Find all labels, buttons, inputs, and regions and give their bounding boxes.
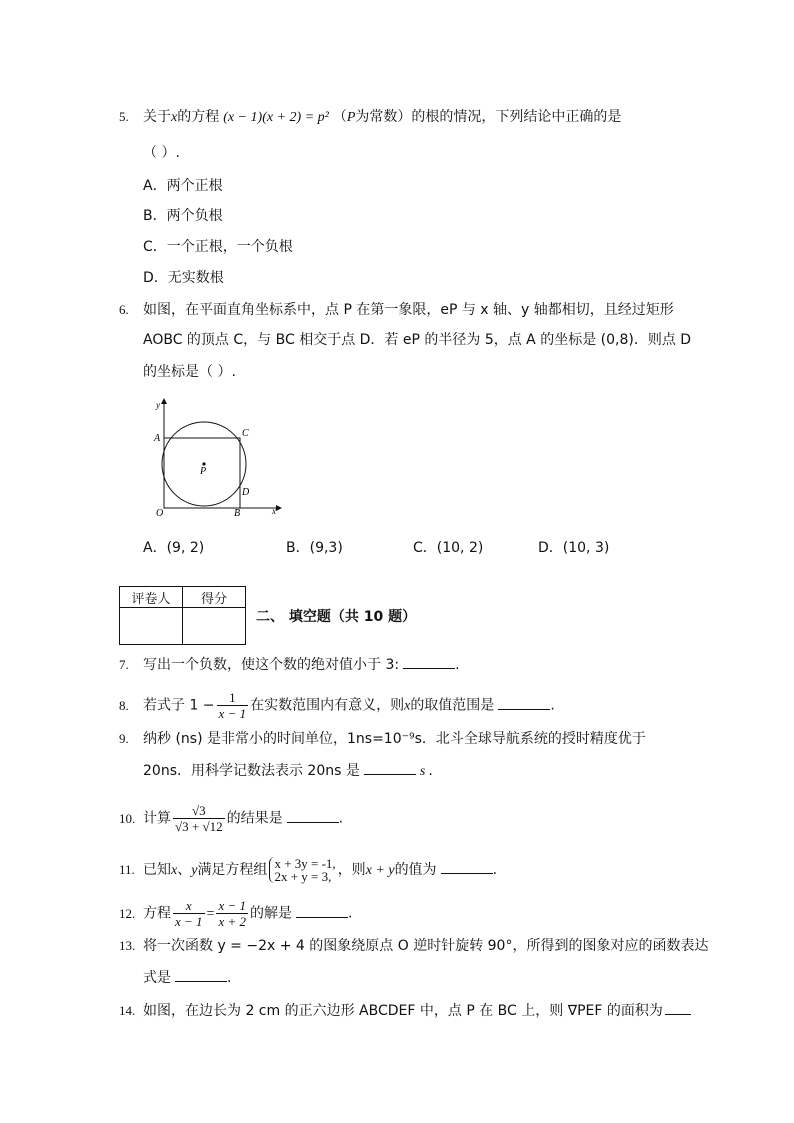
q11-equation-2: 2x + y = 3, [274,869,332,884]
q9-line1 [119,729,646,749]
q11-end: . [492,862,498,878]
q9-line2 [143,760,433,782]
q5-var-p: P [346,110,356,125]
q13-answer-blank[interactable] [175,967,227,982]
q9-answer-blank[interactable] [364,760,416,775]
q9-text-2: 20ns．用科学记数法表示 20ns 是 [143,763,360,779]
reviewer-header: 评卷人 [120,587,183,608]
q14-text: 如图，在边长为 2 cm 的正六边形 ABCDEF 中，点 P 在 BC 上，则 ∇PEF 的面积为 [143,1003,663,1019]
q8-fraction [217,690,249,721]
q5-var-x: x [171,110,178,125]
label-d: D [242,487,250,498]
q13-line1 [119,936,708,956]
q10-end: . [338,810,344,827]
q5-option-a: A．两个正根 [143,178,223,194]
q8-var-x: x [404,698,411,714]
q11-var-x: x [171,863,178,878]
q8-numerator: 1 [229,690,236,705]
q6-option-b: B．(9,3) [286,540,343,556]
q5-option-c: C．一个正根，一个负根 [143,239,293,255]
label-y: y [156,400,160,410]
x-axis-arrow [276,505,282,511]
q9-number: 9. [119,731,129,746]
q6-text-2: AOBC 的顶点 C，与 BC 相交于点 D．若 eP 的半径为 5，点 A 的坐标是 (0,8)．则点 D [143,332,692,348]
label-a: A [154,433,161,444]
q12-text-b: 的解是 [250,905,292,922]
q6-figure [148,396,283,518]
q13-end: . [227,970,232,986]
q12-end: . [348,905,353,922]
q12-fraction-left [173,898,205,929]
q10-line [119,803,343,834]
q11-sep: 、 [177,862,192,878]
q10-numerator: √3 [191,803,206,818]
q10-text-b: 的结果是 [226,810,283,827]
q12-fraction-right [216,898,248,929]
q11-text-a: 已知 [143,862,171,878]
section-title: 二、 填空题（共 10 题） [256,609,417,625]
q8-denominator: x − 1 [218,706,247,721]
q12-number: 12. [119,905,136,921]
q8-end: . [550,697,555,714]
q12-left-numerator: x [185,898,192,913]
q9-unit: s [419,764,426,779]
q11-answer-blank[interactable] [441,859,493,874]
q10-denominator: √3 + √12 [175,819,223,834]
q6-text-3: 的坐标是（ ）. [143,364,236,380]
q6-line1 [119,300,674,320]
q11-line [119,857,497,883]
label-x: x [272,506,276,516]
q6-text-1: 如图，在平面直角坐标系中，点 P 在第一象限，eP 与 x 轴、y 轴都相切，且经过矩形 [143,302,674,318]
q6-number: 6. [119,302,129,317]
q7-line [119,654,460,675]
q10-text-a: 计算 [143,810,171,827]
q5-line2: （ ）. [143,145,180,161]
q7-text: 写出一个负数，使这个数的绝对值小于 3: [143,657,400,673]
q12-answer-blank[interactable] [296,903,348,918]
q10-answer-blank[interactable] [287,808,339,823]
q5-option-d: D．无实数根 [143,270,224,286]
q8-answer-blank[interactable] [498,695,550,710]
q11-number: 11. [119,862,135,877]
q5-line1 [119,107,621,128]
q7-end: . [455,657,460,673]
q9-end: . [428,763,433,779]
q13-number: 13. [119,938,136,953]
q14-answer-blank[interactable] [665,1000,691,1015]
q11-text-d: 的值为 [394,862,437,878]
q7-answer-blank[interactable] [403,654,455,669]
q5-text-b: 的方程 [177,109,220,125]
label-c: C [242,428,249,439]
q6-option-c: C．(10, 2) [413,540,484,556]
q8-number: 8. [119,697,129,713]
q14-line [119,1000,691,1021]
q11-text-b: 满足方程组 [197,862,268,878]
q5-text-c: （ [332,109,347,125]
q12-right-denominator: x + 2 [218,914,246,929]
q12-right-numerator: x − 1 [218,898,246,913]
q10-fraction [173,803,225,834]
q9-text-1: 纳秒 (ns) 是非常小的时间单位，1ns=10⁻⁹s．北斗全球导航系统的授时精度优于 [143,731,646,747]
label-b: B [234,508,241,518]
q5-number: 5. [119,109,129,124]
reviewer-cell [120,608,183,645]
q6-option-a: A．(9, 2) [143,540,205,556]
q14-number: 14. [119,1003,136,1018]
grading-table [119,586,246,645]
q12-text-a: 方程 [143,905,171,922]
q7-number: 7. [119,657,129,672]
q12-line [119,898,352,929]
y-axis-arrow [161,398,167,404]
q13-text-1: 将一次函数 y = −2x + 4 的图象绕原点 O 逆时针旋转 90°，所得到的图象对应的函数表达 [143,938,709,954]
q10-number: 10. [119,810,136,826]
q11-equation-system [269,857,335,883]
q11-text-c: ，则 [337,862,366,878]
q13-line2 [143,967,231,988]
q5-option-b: B．两个负根 [143,208,223,224]
q5-text-d: 为常数）的根的情况，下列结论中正确的是 [355,109,622,125]
q8-text-b: 在实数范围内有意义，则 [250,697,405,714]
q5-equation: (x − 1)(x + 2) = p² [223,110,329,125]
score-header: 得分 [183,587,246,608]
q5-text-a: 关于 [143,109,171,125]
q8-text-a: 若式子 1 − [143,697,215,714]
q8-line [119,690,555,721]
label-p: P [200,466,207,477]
q11-var-y: y [191,863,198,878]
label-o: O [156,508,164,518]
q11-equation-1: x + 3y = -1, [274,856,336,871]
score-cell [183,608,246,645]
q12-left-denominator: x − 1 [175,914,203,929]
q13-text-2: 式是 [143,970,171,986]
q8-text-c: 的取值范围是 [410,697,495,714]
q12-equals: = [206,906,215,922]
q6-option-d: D．(10, 3) [538,540,610,556]
q11-expression: x + y [365,863,395,878]
